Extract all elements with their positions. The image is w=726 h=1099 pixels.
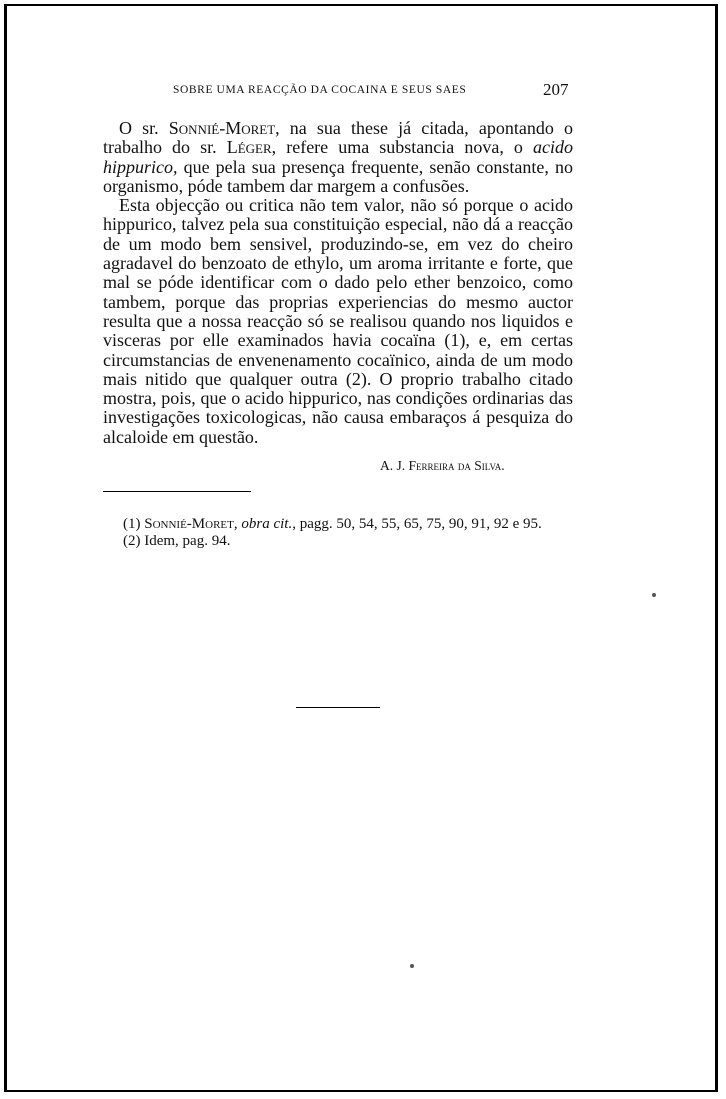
ink-speck [410, 964, 414, 968]
end-rule [296, 707, 380, 708]
footnotes [123, 516, 583, 550]
author-name-leger: Léger [226, 137, 272, 158]
running-header: SOBRE UMA REACÇÃO DA COCAINA E SEUS SAES [173, 84, 467, 96]
ink-speck [652, 593, 656, 597]
footnote-2: (2) Idem, pag. 94. [123, 533, 231, 549]
footnote-1: (1) Sonnié-Moret, obra cit., pagg. 50, 54, 55, 65, 75, 90, 91, 92 e 95. [123, 516, 542, 532]
author-name-sonnie-moret: Sonnié-Moret [168, 118, 276, 138]
footnote-separator [103, 491, 251, 492]
paragraph-1: O sr. Sonnié-Moret, na sua these já citada, apontando o trabalho do sr. Léger, refere uma substancia nova, o acido hippurico, que pela sua presença frequente, senão constante, no organismo, póde tambem dar margem a confusões. [103, 118, 573, 196]
acido-hippurico-italic: acido hippurico, [103, 137, 573, 177]
paragraph-2: Esta objecção ou critica não tem valor, não só porque o acido hippurico, talvez pela sua constituição especial, não dá a reacção de um modo bem sensivel, produzindo-se, em vez do cheiro agradavel do benzoato de ethylo, um aroma irritante e forte, que mal se póde identificar com o dado pelo ether benzoico, como tambem, porque das proprias experiencias do mesmo auctor resulta que a nossa reacção só se realisou quando nos liquidos e visceras por elle examinados havia cocaïna (1), e, em certas circumstancias de envenenamento cocaïnico, ainda de um modo mais nitido que qualquer outra (2). O proprio trabalho citado mostra, pois, que o acido hippurico, nas condições ordinarias das investigações toxicologicas, não causa embaraços á pesquiza do alcaloide em questão. [103, 195, 573, 447]
signature: A. J. Ferreira da Silva. [380, 458, 505, 473]
article-body [103, 119, 573, 447]
page-number: 207 [543, 80, 569, 99]
